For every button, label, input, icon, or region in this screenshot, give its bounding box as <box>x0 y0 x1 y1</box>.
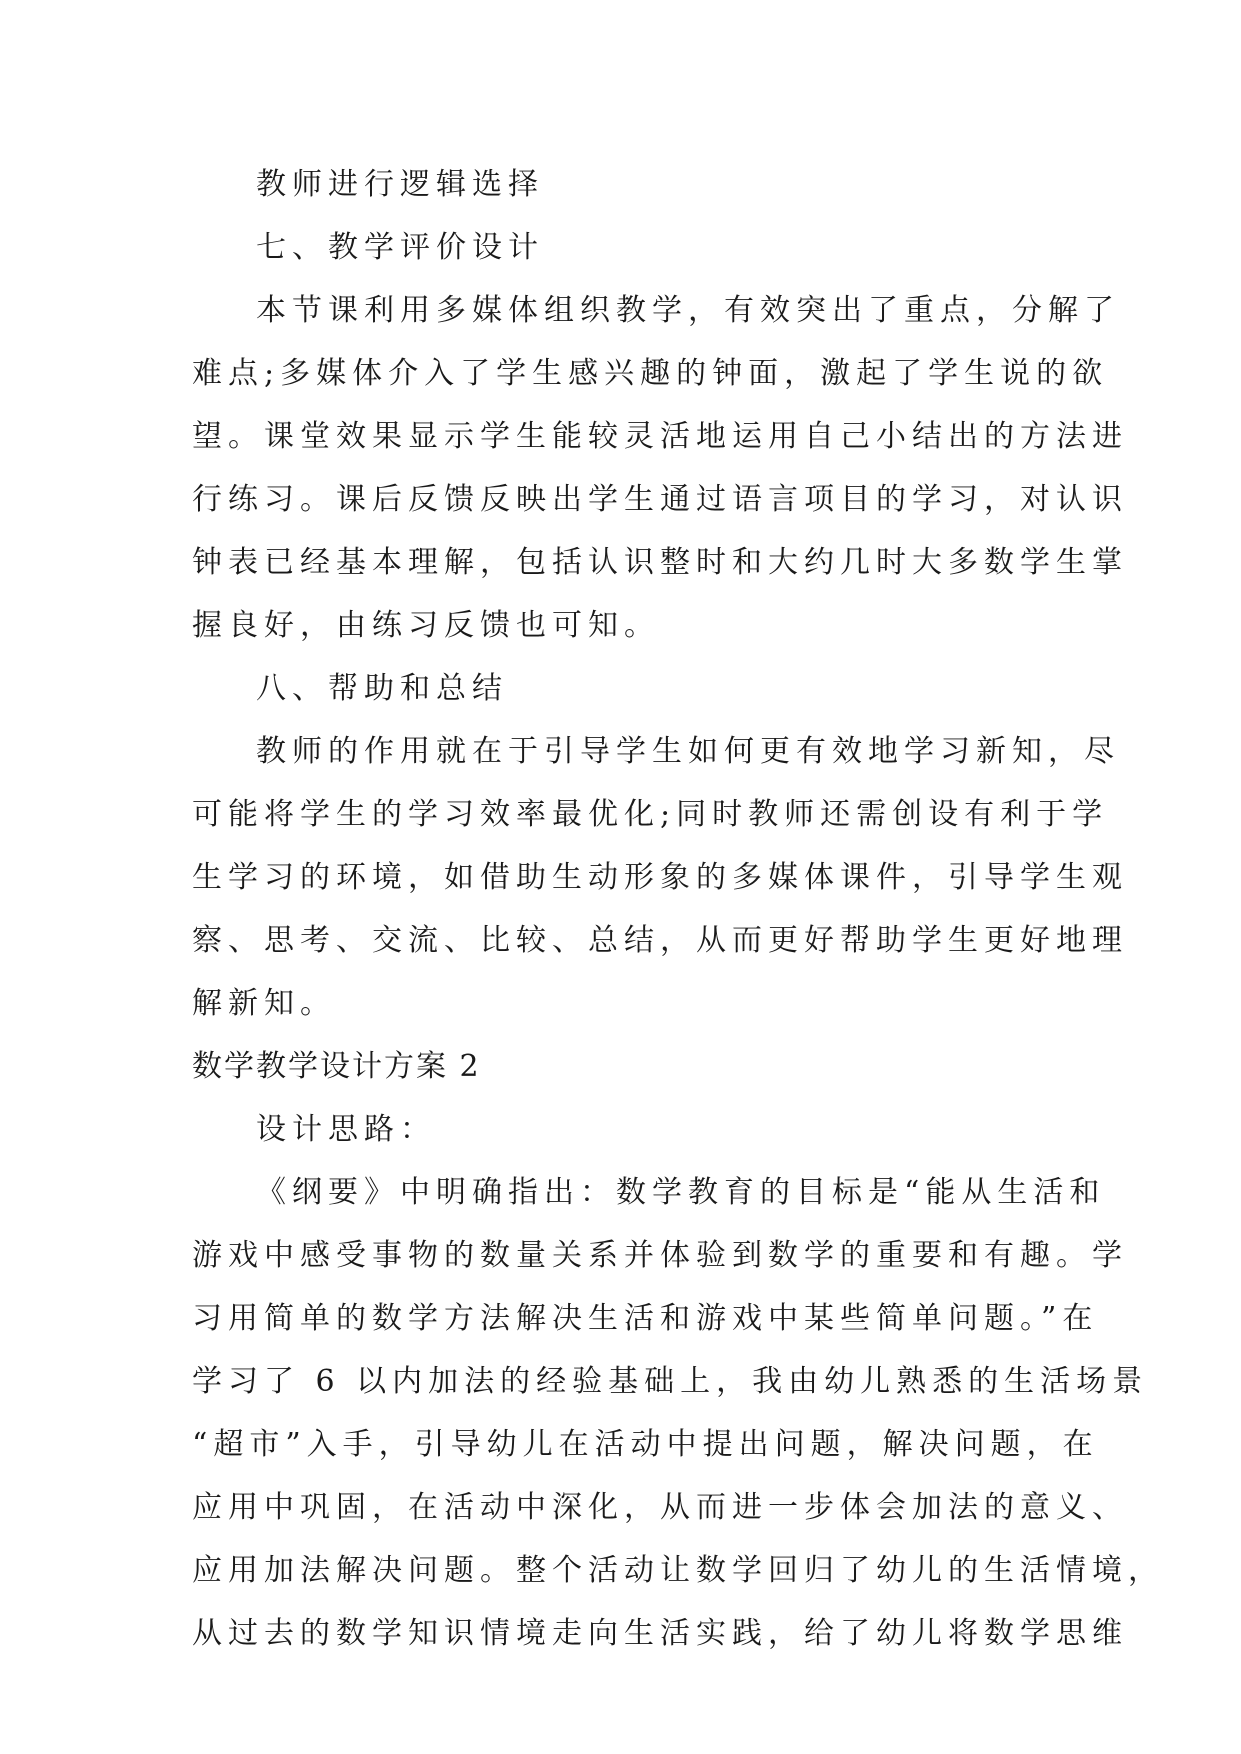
paragraph-line: 望。课堂效果显示学生能较灵活地运用自己小结出的方法进 <box>192 419 1128 454</box>
paragraph-line: 生学习的环境，如借助生动形象的多媒体课件，引导学生观 <box>192 860 1128 895</box>
paragraph-line: 习用简单的数学方法解决生活和游戏中某些简单问题。”在 <box>192 1301 1099 1336</box>
paragraph-line: 游戏中感受事物的数量关系并体验到数学的重要和有趣。学 <box>192 1238 1128 1273</box>
section-heading: 七、教学评价设计 <box>256 230 544 265</box>
paragraph-line: 应用中巩固，在活动中深化，从而进一步体会加法的意义、 <box>192 1490 1128 1525</box>
paragraph-line: 《纲要》中明确指出：数学教育的目标是“能从生活和 <box>256 1175 1106 1210</box>
paragraph-line: 教师进行逻辑选择 <box>256 167 544 202</box>
paragraph-line: 学习了 6 以内加法的经验基础上，我由幼儿熟悉的生活场景 <box>192 1364 1149 1399</box>
paragraph-line: “超市”入手，引导幼儿在活动中提出问题，解决问题，在 <box>192 1427 1099 1462</box>
paragraph-line: 解新知。 <box>192 986 336 1021</box>
paragraph-line: 握良好，由练习反馈也可知。 <box>192 608 660 643</box>
paragraph-line: 行练习。课后反馈反映出学生通过语言项目的学习，对认识 <box>192 482 1128 517</box>
paragraph-line: 钟表已经基本理解，包括认识整时和大约几时大多数学生掌 <box>192 545 1128 580</box>
section-heading: 设计思路： <box>256 1112 436 1147</box>
document-title: 数学教学设计方案 2 <box>192 1049 481 1084</box>
paragraph-line: 应用加法解决问题。整个活动让数学回归了幼儿的生活情境， <box>192 1553 1164 1588</box>
paragraph-line: 从过去的数学知识情境走向生活实践，给了幼儿将数学思维 <box>192 1616 1128 1651</box>
paragraph-line: 可能将学生的学习效率最优化;同时教师还需创设有利于学 <box>192 797 1109 832</box>
paragraph-line: 察、思考、交流、比较、总结，从而更好帮助学生更好地理 <box>192 923 1128 958</box>
paragraph-line: 本节课利用多媒体组织教学，有效突出了重点，分解了 <box>256 293 1120 328</box>
paragraph-line: 教师的作用就在于引导学生如何更有效地学习新知，尽 <box>256 734 1120 769</box>
paragraph-line: 难点;多媒体介入了学生感兴趣的钟面，激起了学生说的欲 <box>192 356 1109 391</box>
section-heading: 八、帮助和总结 <box>256 671 508 706</box>
